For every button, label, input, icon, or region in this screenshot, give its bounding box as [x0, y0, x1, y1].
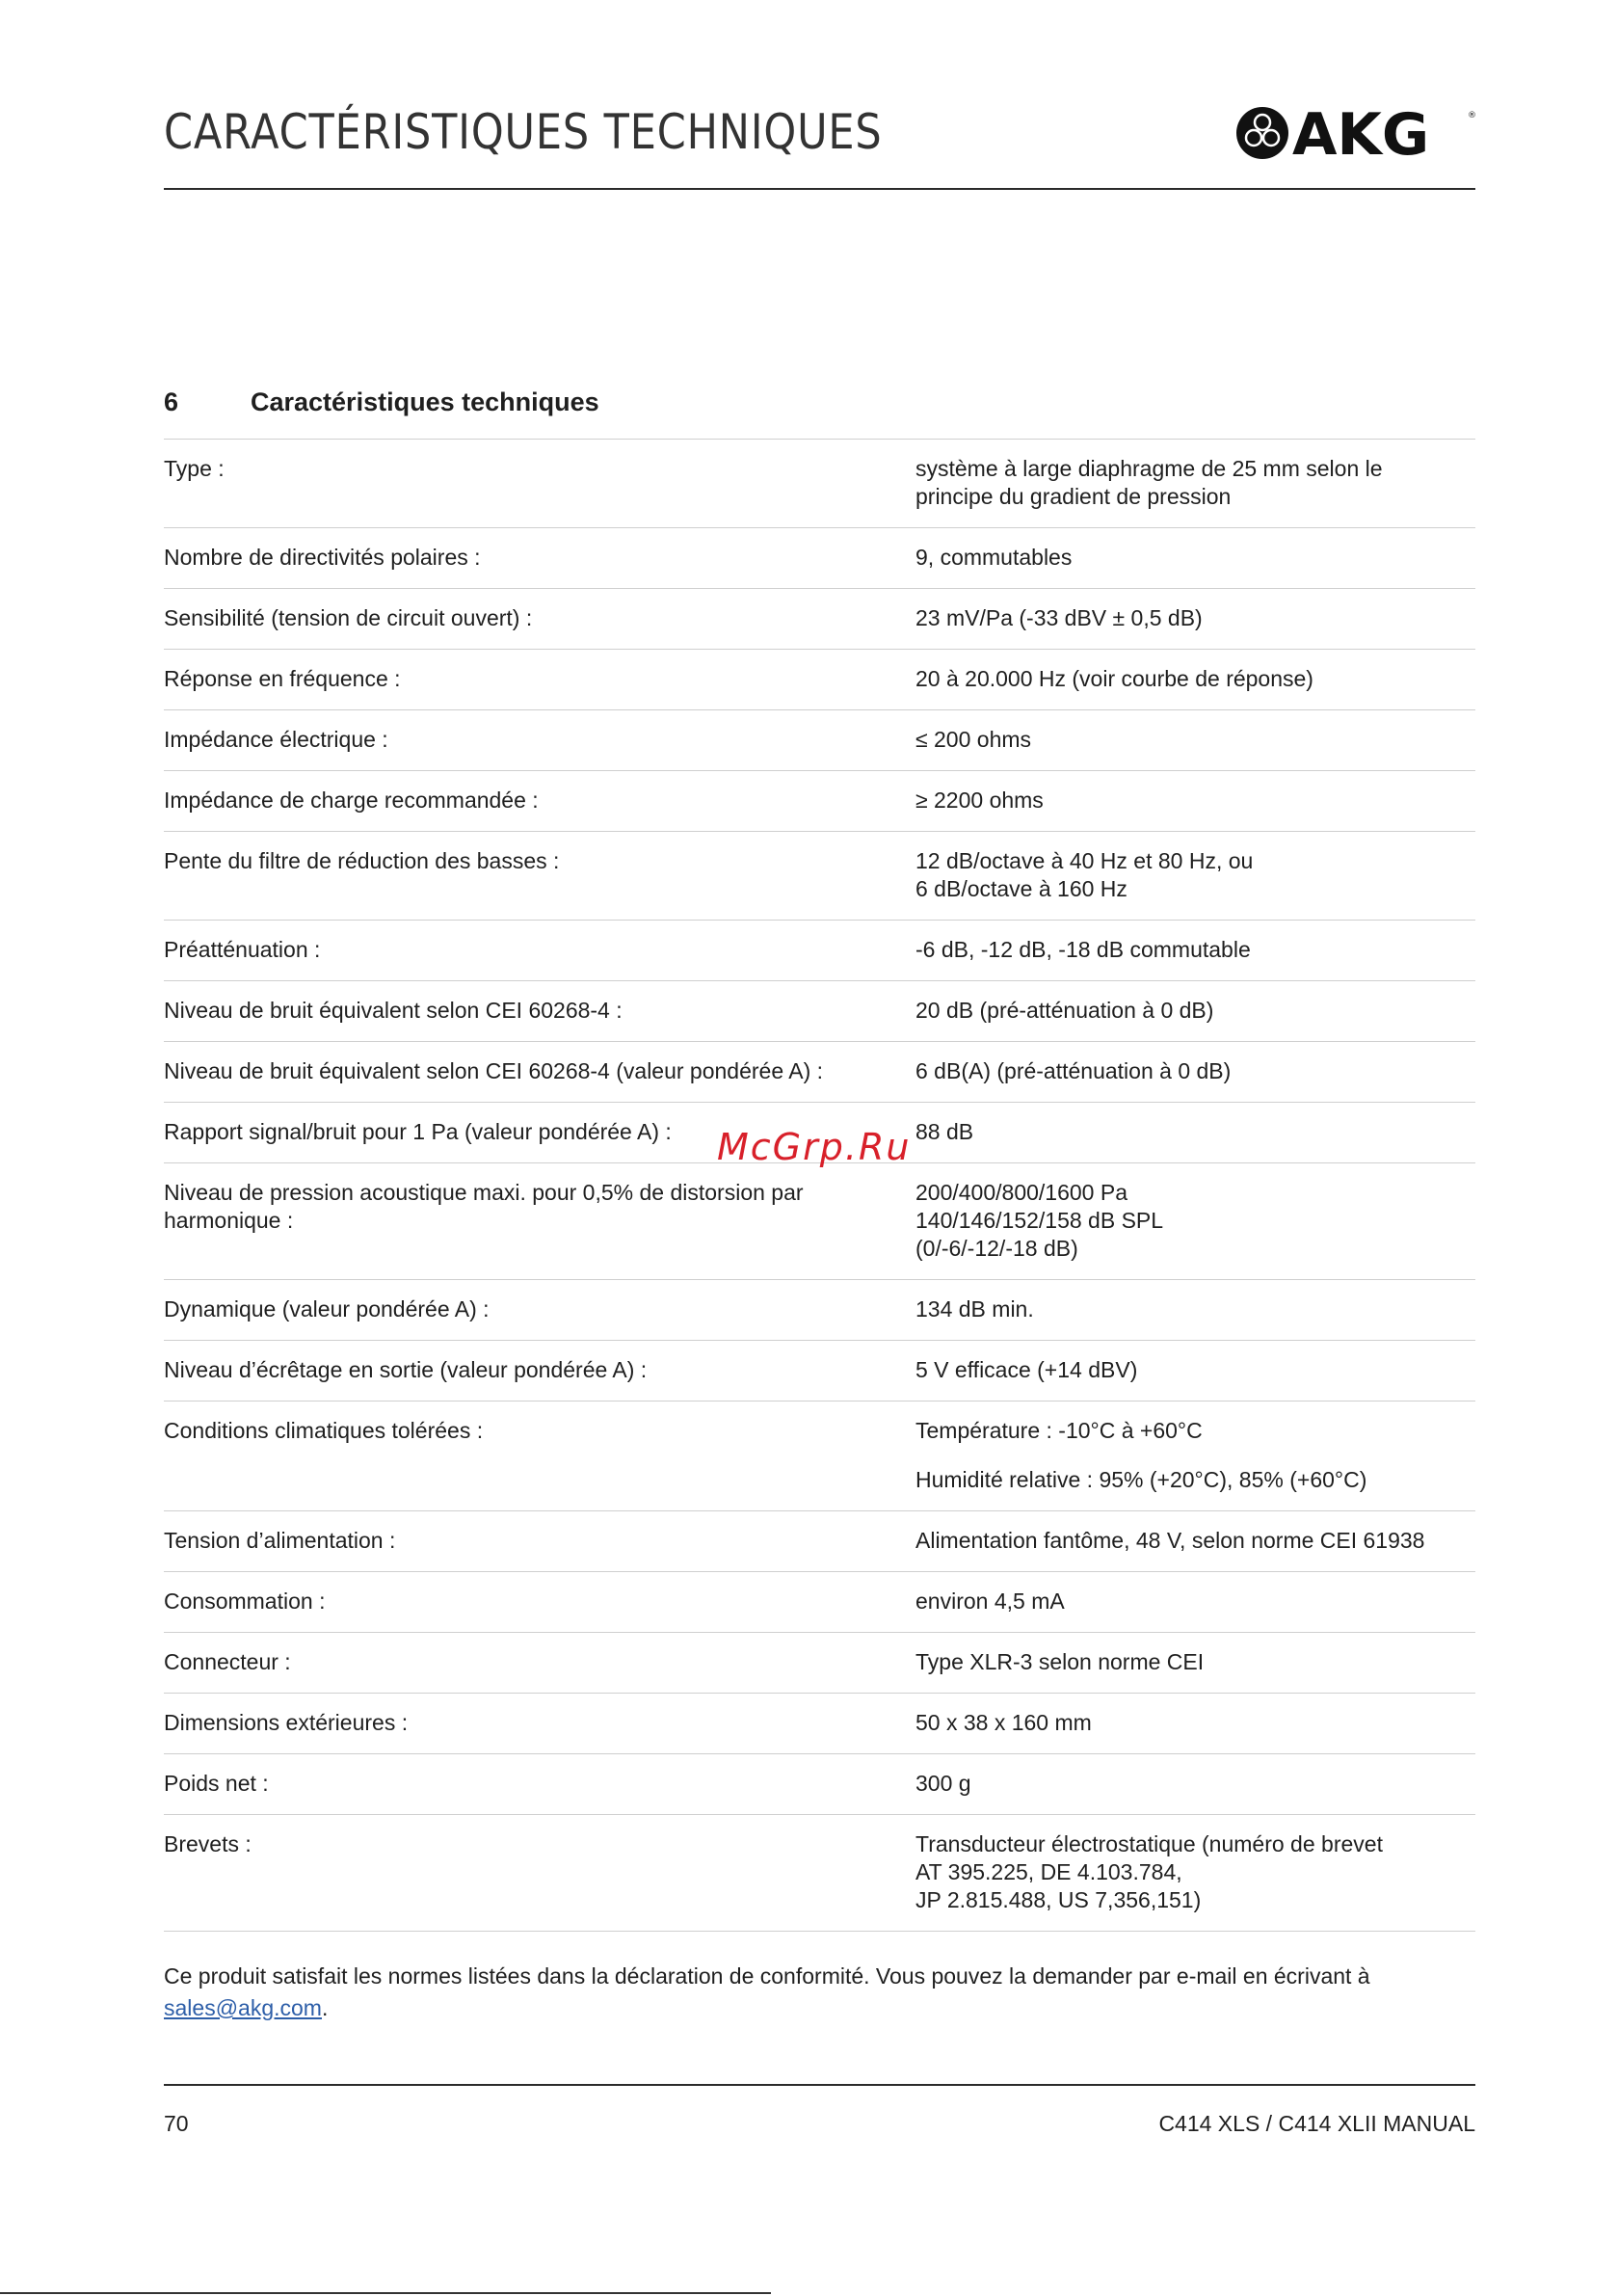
spec-value-line: (0/-6/-12/-18 dB)	[915, 1236, 1078, 1261]
spec-value	[915, 1118, 1475, 1146]
section-title: Caractéristiques techniques	[251, 387, 599, 416]
page-number: 70	[164, 2111, 189, 2136]
spec-row	[164, 1341, 1475, 1402]
spec-row	[164, 1042, 1475, 1103]
spec-value	[915, 604, 1475, 632]
akg-logo-text: AKG	[1292, 104, 1430, 162]
spec-value-line: Alimentation fantôme, 48 V, selon norme CEI 61938	[915, 1528, 1425, 1553]
spec-value	[915, 1356, 1475, 1384]
spec-value-line: 23 mV/Pa (-33 dBV ± 0,5 dB)	[915, 605, 1203, 630]
spec-value-line: Type XLR-3 selon norme CEI	[915, 1649, 1205, 1674]
conformity-text: Ce produit satisfait les normes listées dans la déclaration de conformité. Vous pouvez la demander par e-mail en écrivant à	[164, 1963, 1370, 1989]
spec-row	[164, 1163, 1475, 1280]
spec-value	[915, 1057, 1475, 1085]
spec-label: Poids net :	[164, 1771, 269, 1796]
spec-value	[915, 726, 1475, 754]
bottom-edge-rule	[0, 2292, 771, 2294]
spec-value	[915, 787, 1475, 814]
spec-value-line: ≥ 2200 ohms	[915, 788, 1044, 813]
watermark: McGrp.Ru	[717, 1126, 912, 1168]
spec-label: Niveau de bruit équivalent selon CEI 60268-4 :	[164, 998, 623, 1023]
spec-value-line: -6 dB, -12 dB, -18 dB commutable	[915, 937, 1251, 962]
spec-row	[164, 1633, 1475, 1694]
spec-value	[915, 1417, 1475, 1494]
spec-value-line: 12 dB/octave à 40 Hz et 80 Hz, ou	[915, 848, 1254, 873]
spec-label: Impédance de charge recommandée :	[164, 788, 539, 813]
spec-label: Nombre de directivités polaires :	[164, 545, 481, 570]
spec-value-line: Température : -10°C à +60°C	[915, 1418, 1203, 1443]
spec-value-line: Transducteur électrostatique (numéro de brevet	[915, 1831, 1383, 1856]
spec-row	[164, 981, 1475, 1042]
footer-divider	[164, 2084, 1475, 2086]
spec-value	[915, 665, 1475, 693]
spec-label: Préatténuation :	[164, 937, 321, 962]
spec-value-line: système à large diaphragme de 25 mm selon le	[915, 456, 1383, 481]
spec-value	[915, 847, 1475, 903]
spec-row	[164, 1694, 1475, 1754]
spec-value	[915, 1527, 1475, 1555]
spec-row	[164, 440, 1475, 528]
spec-row	[164, 528, 1475, 589]
spec-label: Dimensions extérieures :	[164, 1710, 409, 1735]
spec-row	[164, 710, 1475, 771]
spec-value	[915, 997, 1475, 1025]
spec-row	[164, 832, 1475, 921]
spec-value	[915, 1648, 1475, 1676]
spec-value-line: AT 395.225, DE 4.103.784,	[915, 1859, 1182, 1884]
spec-value	[915, 1295, 1475, 1323]
spec-value	[915, 1770, 1475, 1798]
email-link[interactable]: sales@akg.com	[164, 1995, 322, 2020]
spec-value-line: 6 dB(A) (pré-atténuation à 0 dB)	[915, 1058, 1232, 1083]
spec-value-line: ≤ 200 ohms	[915, 727, 1032, 752]
spec-label: Consommation :	[164, 1589, 326, 1614]
conformity-note	[164, 1961, 1484, 2024]
spec-value-line: 200/400/800/1600 Pa	[915, 1180, 1127, 1205]
manual-name: C414 XLS / C414 XLII MANUAL	[1158, 2111, 1475, 2136]
spec-value-line: 50 x 38 x 160 mm	[915, 1710, 1092, 1735]
svg-text:®: ®	[1468, 111, 1476, 120]
spec-label: Rapport signal/bruit pour 1 Pa (valeur pondérée A) :	[164, 1119, 672, 1144]
spec-value-line: 20 dB (pré-atténuation à 0 dB)	[915, 998, 1214, 1023]
spec-row	[164, 771, 1475, 832]
spec-label: Niveau d’écrêtage en sortie (valeur pondérée A) :	[164, 1357, 648, 1382]
spec-value-line: environ 4,5 mA	[915, 1589, 1065, 1614]
spec-label: Niveau de pression acoustique maxi. pour 0,5% de distorsion par harmonique :	[164, 1180, 804, 1233]
spec-value-line: 5 V efficace (+14 dBV)	[915, 1357, 1138, 1382]
spec-value-line: 140/146/152/158 dB SPL	[915, 1208, 1164, 1233]
spec-row	[164, 1572, 1475, 1633]
spec-row	[164, 1402, 1475, 1511]
conformity-suffix: .	[321, 1995, 329, 2020]
spec-value-line: 88 dB	[915, 1119, 974, 1144]
spec-value	[915, 1588, 1475, 1615]
spec-label: Dynamique (valeur pondérée A) :	[164, 1296, 490, 1322]
spec-label: Réponse en fréquence :	[164, 666, 401, 691]
spec-label: Pente du filtre de réduction des basses :	[164, 848, 560, 873]
spec-row	[164, 1754, 1475, 1815]
section-number: 6	[164, 387, 179, 416]
section-heading	[164, 387, 599, 417]
spec-row	[164, 1280, 1475, 1341]
spec-row	[164, 589, 1475, 650]
spec-label: Niveau de bruit équivalent selon CEI 60268-4 (valeur pondérée A) :	[164, 1058, 824, 1083]
spec-row	[164, 1815, 1475, 1932]
page-header-title: CARACTÉRISTIQUES TECHNIQUES	[164, 104, 883, 160]
spec-value	[915, 1830, 1475, 1914]
spec-value	[915, 936, 1475, 964]
spec-value-line: JP 2.815.488, US 7,356,151)	[915, 1887, 1202, 1912]
spec-label: Sensibilité (tension de circuit ouvert) :	[164, 605, 533, 630]
spec-row	[164, 650, 1475, 710]
spec-value	[915, 1179, 1475, 1263]
spec-value-line: 20 à 20.000 Hz (voir courbe de réponse)	[915, 666, 1313, 691]
spec-label: Connecteur :	[164, 1649, 291, 1674]
spec-label: Tension d’alimentation :	[164, 1528, 396, 1553]
spec-value-line: 300 g	[915, 1771, 971, 1796]
spec-value-line: Humidité relative : 95% (+20°C), 85% (+60°C)	[915, 1467, 1367, 1492]
akg-logo	[1236, 104, 1477, 162]
header-divider	[164, 188, 1475, 190]
spec-value	[915, 544, 1475, 572]
spec-value	[915, 455, 1475, 511]
spec-row	[164, 921, 1475, 981]
spec-value-line: 134 dB min.	[915, 1296, 1034, 1322]
spec-value-line: 9, commutables	[915, 545, 1073, 570]
spec-row	[164, 1511, 1475, 1572]
spec-value-line: 6 dB/octave à 160 Hz	[915, 876, 1127, 901]
spec-label: Type :	[164, 456, 225, 481]
spec-label: Brevets :	[164, 1831, 252, 1856]
spec-label: Impédance électrique :	[164, 727, 388, 752]
spec-table	[164, 439, 1475, 1932]
spec-value	[915, 1709, 1475, 1737]
spec-value-line: principe du gradient de pression	[915, 484, 1232, 509]
spec-label: Conditions climatiques tolérées :	[164, 1418, 484, 1443]
